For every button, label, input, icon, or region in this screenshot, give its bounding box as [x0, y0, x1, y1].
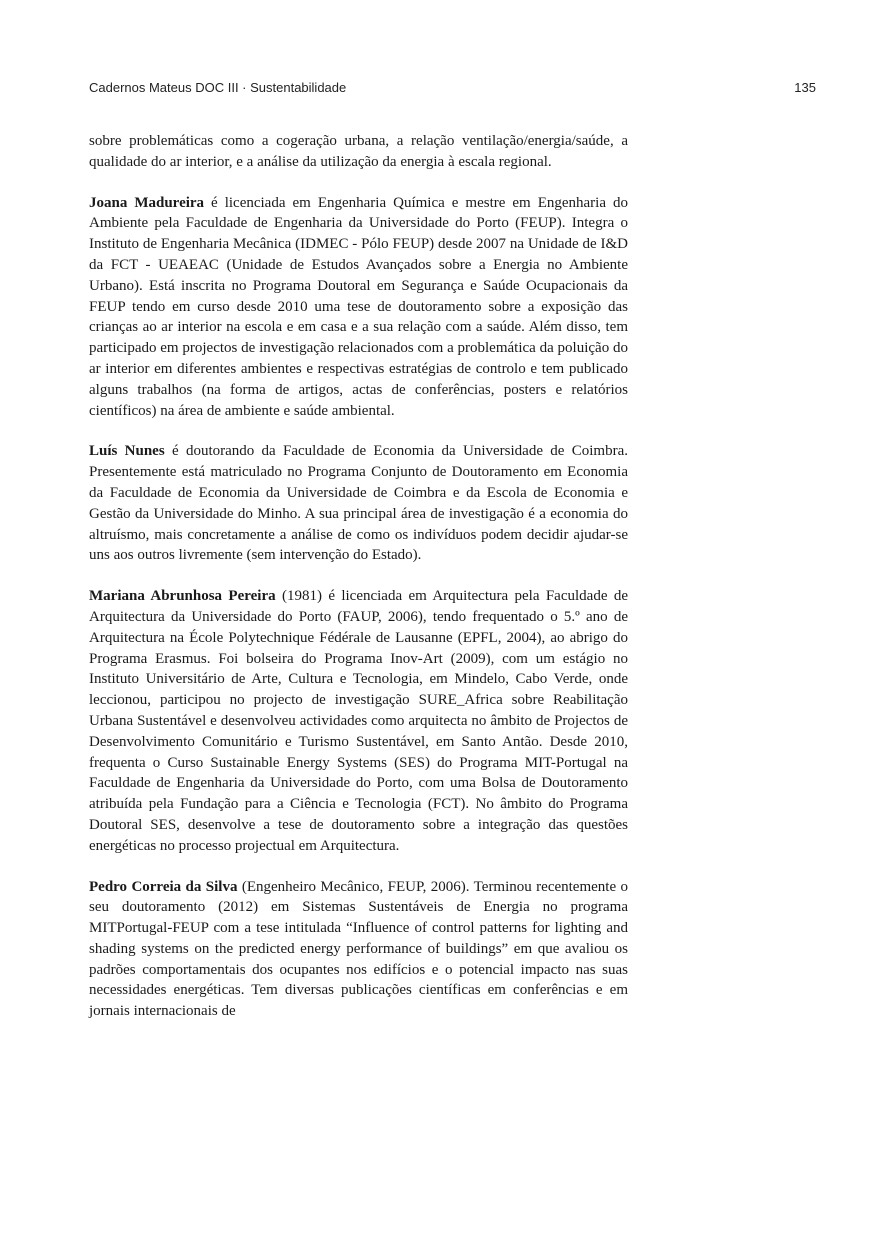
- bio-pedro-correia-da-silva: [89, 877, 628, 1023]
- bio-luis-nunes: [89, 441, 628, 566]
- bio-text: é licenciada em Engenharia Química e mestre em Engenharia do Ambiente pela Faculdade de Engenharia da Universidade do Porto (FEUP). Integra o Instituto de Engenharia Mecânica (IDMEC - Pólo FEUP) desde 2007 na Unidade de I&D da FCT - UEAEAC (Unidade de Estudos Avançados sobre a Energia no Ambiente Urbano). Está inscrita no Programa Doutoral em Segurança e Saúde Ocupacionais da FEUP tendo em curso desde 2010 uma tese de doutoramento sobre a exposição das crianças ao ar interior na escola e em casa e a sua relação com a saúde. Além disso, tem participado em projectos de investigação relacionados com a problemática da poluição do ar interior em diferentes ambientes e respectivas estratégias de controlo e tem publicado alguns trabalhos (na forma de artigos, actas de conferências, posters e relatórios científicos) na área de ambiente e saúde ambiental.: [89, 194, 628, 419]
- bio-text: é doutorando da Faculdade de Economia da Universidade de Coimbra. Presentemente está matriculado no Programa Conjunto de Doutoramento em Economia da Faculdade de Economia da Universidade de Coimbra e da Escola de Economia e Gestão da Universidade do Minho. A sua principal área de investigação é a economia do altruísmo, mais concretamente a análise de como os indivíduos podem decidir ajudar-se uns aos outros livremente (sem intervenção do Estado).: [89, 443, 628, 564]
- author-name: Luís Nunes: [89, 443, 165, 460]
- paragraph-text: sobre problemáticas como a cogeração urbana, a relação ventilação/energia/saúde, a qualidade do ar interior, e a análise da utilização da energia à escala regional.: [89, 133, 628, 170]
- bio-mariana-abrunhosa-pereira: [89, 586, 628, 856]
- bio-text: (1981) é licenciada em Arquitectura pela Faculdade de Arquitectura da Universidade do Porto (FAUP, 2006), tendo frequentado o 5.º ano de Arquitectura na École Polytechnique Fédérale de Lausanne (EPFL, 2004), ao abrigo do Programa Erasmus. Foi bolseira do Programa Inov-Art (2009), com um estágio no Instituto Universitário de Arte, Cultura e Tecnologia, em Mindelo, Cabo Verde, onde leccionou, participou no projecto de investigação SURE_Africa sobre Reabilitação Urbana Sustentável e desenvolveu actividades como arquitecta no âmbito de Projectos de Desenvolvimento Comunitário e Turismo Sustentável, em Santo Antão. Desde 2010, frequenta o Curso Sustainable Energy Systems (SES) do Programa MIT-Portugal na Faculdade de Engenharia da Universidade do Porto, com uma Bolsa de Doutoramento atribuída pela Fundação para a Ciência e Tecnologia (FCT). No âmbito do Programa Doutoral SES, desenvolve a tese de doutoramento sobre a integração das questões energéticas no processo projectual em Arquitectura.: [89, 588, 628, 854]
- paragraph-continuation: [89, 131, 628, 173]
- running-title: Cadernos Mateus DOC III · Sustentabilidade: [89, 80, 347, 95]
- author-name: Joana Madureira: [89, 194, 205, 211]
- author-name: Mariana Abrunhosa Pereira: [89, 588, 276, 605]
- page-number: 135: [794, 80, 816, 95]
- author-name: Pedro Correia da Silva: [89, 878, 238, 895]
- bio-text: (Engenheiro Mecânico, FEUP, 2006). Terminou recentemente o seu doutoramento (2012) em Sistemas Sustentáveis de Energia no programa MITPortugal-FEUP com a tese intitulada “Influence of control patterns for lighting and shading systems on the predicted energy performance of buildings” em que avaliou os padrões comportamentais dos ocupantes nos edifícios e o potencial impacto nas suas necessidades energéticas. Tem diversas publicações científicas em conferências e em jornais internacionais de: [89, 878, 628, 1020]
- bio-joana-madureira: [89, 193, 628, 422]
- body-text: [89, 131, 628, 1042]
- running-header: [89, 80, 816, 95]
